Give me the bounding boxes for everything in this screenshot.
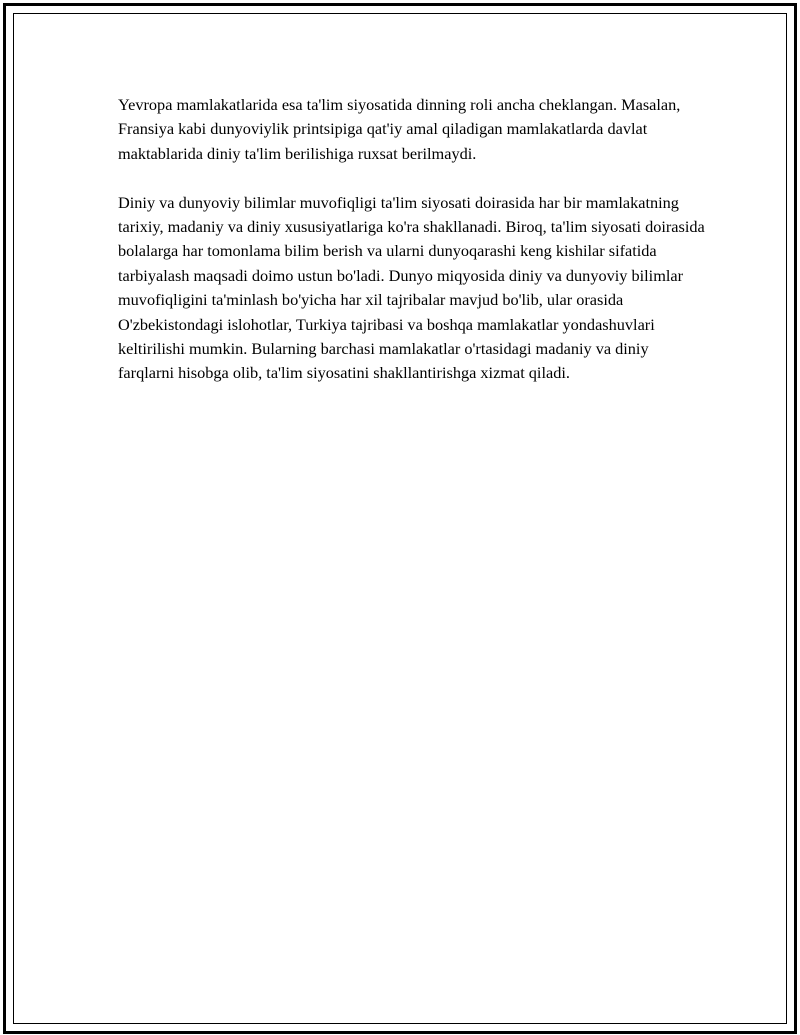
paragraph-2: Diniy va dunyoviy bilimlar muvofiqligi ta'lim siyosati doirasida har bir mamlakatning tarixiy, madaniy va diniy xususiyatlariga ko'ra shakllanadi. Biroq, ta'lim siyosati doirasida bolalarga har tomonlama bilim berish va ularni dunyoqarashi keng kishilar sifatida tarbiyalash maqsadi doimo ustun bo'ladi. Dunyo miqyosida diniy va dunyoviy bilimlar muvofiqligini ta'minlash bo'yicha har xil tajribalar mavjud bo'lib, ular orasida O'zbekistondagi islohotlar, Turkiya tajribasi va boshqa mamlakatlar yondashuvlari keltirilishi mumkin. Bularning barchasi mamlakatlar o'rtasidagi madaniy va diniy farqlarni hisobga olib, ta'lim siyosatini shakllantirishga xizmat qiladi.: [118, 192, 705, 383]
paragraph-1: Yevropa mamlakatlarida esa ta'lim siyosatida dinning roli ancha cheklangan. Masalan, Fransiya kabi dunyoviylik printsipiga qat'iy amal qiladigan mamlakatlarda davlat maktablarida diniy ta'lim berilishiga ruxsat berilmaydi.: [118, 95, 681, 163]
document-body: [118, 93, 708, 410]
